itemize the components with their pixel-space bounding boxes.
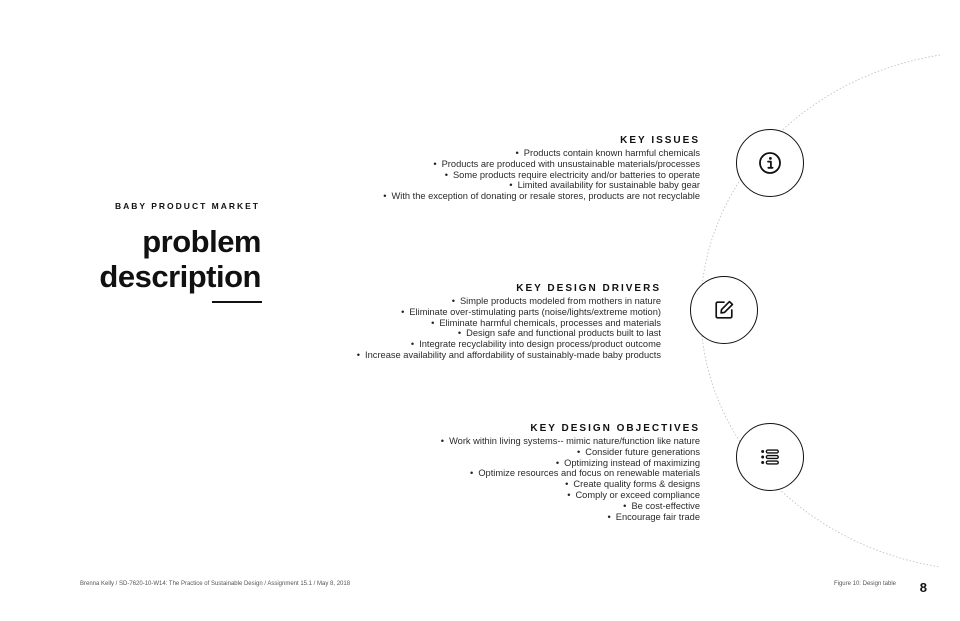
key-design-objectives-list xyxy=(441,436,700,522)
key-design-objectives-heading: KEY DESIGN OBJECTIVES xyxy=(530,423,700,434)
section-eyebrow: BABY PRODUCT MARKET xyxy=(114,201,260,211)
page-number: 8 xyxy=(919,580,927,595)
title-underline xyxy=(212,301,262,303)
title-line-1: problem xyxy=(142,224,261,259)
list-item: • Increase availability and affordability of sustainably-made baby products xyxy=(357,350,661,361)
page-title xyxy=(99,224,261,294)
key-issues-block xyxy=(383,134,700,202)
list-item: • With the exception of donating or resale stores, products are not recyclable xyxy=(383,191,700,202)
key-design-drivers-block xyxy=(357,282,661,361)
list-item: • Optimizing instead of maximizing xyxy=(441,458,700,469)
list-item: • Create quality forms & designs xyxy=(441,479,700,490)
list-item: • Comply or exceed compliance xyxy=(441,490,700,501)
list-item: • Eliminate harmful chemicals, processes and materials xyxy=(357,318,661,329)
list-item: • Consider future generations xyxy=(441,447,700,458)
edit-icon xyxy=(713,299,735,321)
list-item: • Encourage fair trade xyxy=(441,512,700,523)
list-item: • Work within living systems-- mimic nature/function like nature xyxy=(441,436,700,447)
list-icon xyxy=(759,446,781,468)
list-item: • Eliminate over-stimulating parts (noise/lights/extreme motion) xyxy=(357,307,661,318)
list-item: • Be cost-effective xyxy=(441,501,700,512)
key-design-objectives-block xyxy=(441,422,700,522)
key-design-objectives-badge xyxy=(736,423,804,491)
list-item: • Products contain known harmful chemicals xyxy=(383,148,700,159)
key-issues-heading: KEY ISSUES xyxy=(620,135,700,146)
key-design-drivers-heading: KEY DESIGN DRIVERS xyxy=(516,283,661,294)
key-issues-list xyxy=(383,148,700,202)
list-item: • Limited availability for sustainable baby gear xyxy=(383,180,700,191)
key-design-drivers-badge xyxy=(690,276,758,344)
list-item: • Simple products modeled from mothers in nature xyxy=(357,296,661,307)
title-line-2: description xyxy=(99,259,261,294)
list-item: • Design safe and functional products built to last xyxy=(357,328,661,339)
footer-credits: Brenna Kelly / SD-7620-10-W14: The Practice of Sustainable Design / Assignment 15.1 / May 8, 2018 xyxy=(80,581,351,587)
list-item: • Optimize resources and focus on renewable materials xyxy=(441,468,700,479)
key-design-drivers-list xyxy=(357,296,661,361)
figure-caption: Figure 10: Design table xyxy=(833,581,896,587)
list-item: • Some products require electricity and/or batteries to operate xyxy=(383,170,700,181)
list-item: • Products are produced with unsustainable materials/processes xyxy=(383,159,700,170)
info-icon xyxy=(758,151,782,175)
key-issues-badge xyxy=(736,129,804,197)
list-item: • Integrate recyclability into design process/product outcome xyxy=(357,339,661,350)
